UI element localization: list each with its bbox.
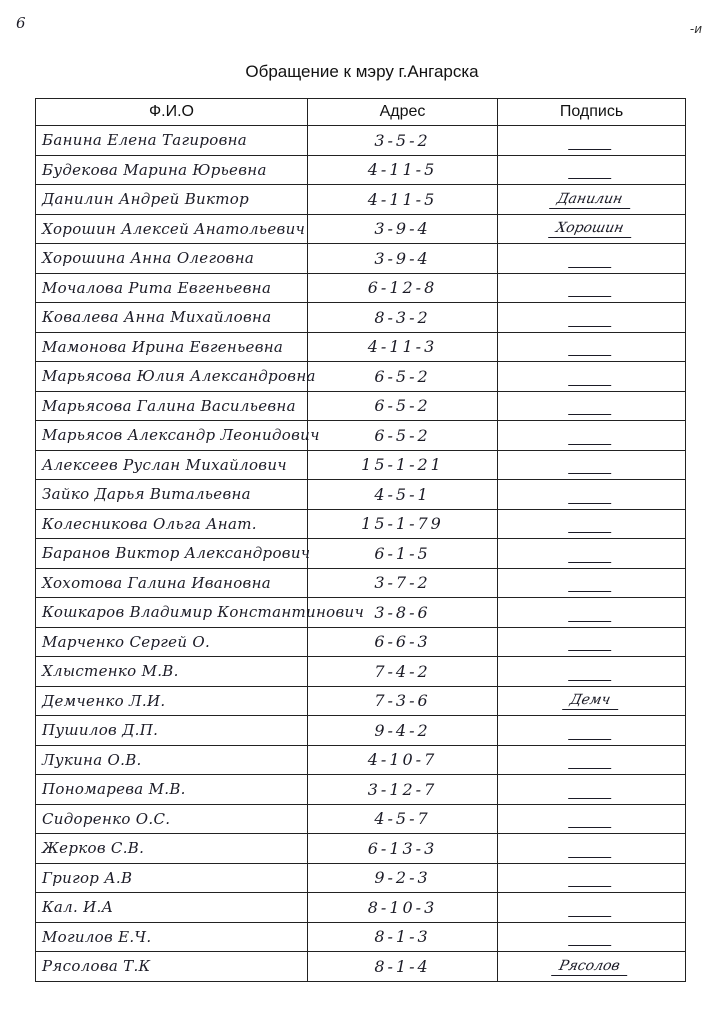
- signer-address: 3-9-4: [308, 244, 498, 274]
- signer-address: 4-11-5: [308, 185, 498, 215]
- signer-address: 6-5-2: [308, 391, 498, 421]
- signature-mark: [568, 456, 615, 474]
- signature-mark: [568, 545, 615, 563]
- signature-cell: [498, 568, 686, 598]
- table-row: [36, 303, 686, 333]
- header-address: Адрес: [308, 99, 498, 126]
- page-title: Обращение к мэру г.Ангарска: [245, 62, 479, 81]
- signer-address: 3-12-7: [308, 775, 498, 805]
- signer-name: Пушилов Д.П.: [36, 716, 308, 746]
- table-row: [36, 480, 686, 510]
- signature-mark: [568, 279, 615, 297]
- signature-mark: [568, 633, 615, 651]
- signature-mark: Данилин: [549, 191, 634, 209]
- signature-cell: [498, 834, 686, 864]
- signature-mark: Рясолов: [551, 958, 631, 976]
- table-row: [36, 214, 686, 244]
- signature-cell: [498, 450, 686, 480]
- signer-name: Зайко Дарья Витальевна: [36, 480, 308, 510]
- signature-cell: [498, 952, 686, 982]
- signature-cell: [498, 155, 686, 185]
- signer-address: 9-2-3: [308, 863, 498, 893]
- signature-mark: [568, 574, 615, 592]
- signature-cell: [498, 686, 686, 716]
- signer-name: Колесникова Ольга Анат.: [36, 509, 308, 539]
- signer-address: 7-4-2: [308, 657, 498, 687]
- signature-mark: [568, 810, 615, 828]
- signer-name: Сидоренко О.С.: [36, 804, 308, 834]
- signer-name: Рясолова Т.К: [36, 952, 308, 982]
- signature-cell: [498, 716, 686, 746]
- signature-mark: [568, 899, 615, 917]
- table-row: [36, 657, 686, 687]
- header-name: Ф.И.О: [36, 99, 308, 126]
- signer-name: Марьясова Галина Васильевна: [36, 391, 308, 421]
- signature-mark: [568, 486, 615, 504]
- table-row: [36, 450, 686, 480]
- signer-address: 3-7-2: [308, 568, 498, 598]
- signer-address: 15-1-21: [308, 450, 498, 480]
- signer-address: 3-9-4: [308, 214, 498, 244]
- signer-name: Баранов Виктор Александрович: [36, 539, 308, 569]
- signature-cell: [498, 303, 686, 333]
- signer-name: Могилов Е.Ч.: [36, 922, 308, 952]
- signature-mark: [568, 663, 615, 681]
- signer-address: 6-1-5: [308, 539, 498, 569]
- signer-name: Хлыстенко М.В.: [36, 657, 308, 687]
- signer-address: 3-8-6: [308, 598, 498, 628]
- signature-mark: [568, 515, 615, 533]
- table-row: [36, 627, 686, 657]
- table-header-row: [36, 99, 686, 126]
- table-row: [36, 362, 686, 392]
- signature-cell: [498, 509, 686, 539]
- table-row: [36, 952, 686, 982]
- signer-address: 4-5-1: [308, 480, 498, 510]
- signer-name: Жерков С.В.: [36, 834, 308, 864]
- signature-cell: [498, 332, 686, 362]
- signature-mark: [568, 840, 615, 858]
- signer-name: Кал. И.А: [36, 893, 308, 923]
- signer-name: Лукина О.В.: [36, 745, 308, 775]
- signature-mark: [568, 427, 615, 445]
- signature-cell: [498, 804, 686, 834]
- table-row: [36, 568, 686, 598]
- table-row: [36, 598, 686, 628]
- signature-cell: [498, 598, 686, 628]
- signature-cell: [498, 863, 686, 893]
- table-row: [36, 421, 686, 451]
- signer-name: Банина Елена Тагировна: [36, 126, 308, 156]
- signer-name: Кошкаров Владимир Константинович: [36, 598, 308, 628]
- corner-mark: -и: [689, 22, 702, 36]
- signer-name: Демченко Л.И.: [36, 686, 308, 716]
- signer-address: 8-10-3: [308, 893, 498, 923]
- signature-cell: [498, 391, 686, 421]
- signature-mark: [568, 928, 615, 946]
- signature-cell: [498, 273, 686, 303]
- signer-name: Мочалова Рита Евгеньевна: [36, 273, 308, 303]
- signer-address: 6-12-8: [308, 273, 498, 303]
- signature-cell: [498, 362, 686, 392]
- table-row: [36, 273, 686, 303]
- signature-mark: [568, 250, 615, 268]
- table-row: [36, 686, 686, 716]
- signature-cell: [498, 214, 686, 244]
- signature-cell: [498, 421, 686, 451]
- signer-address: 8-1-3: [308, 922, 498, 952]
- signer-name: Данилин Андрей Виктор: [36, 185, 308, 215]
- signer-address: 7-3-6: [308, 686, 498, 716]
- table-row: [36, 244, 686, 274]
- signer-address: 8-3-2: [308, 303, 498, 333]
- table-row: [36, 126, 686, 156]
- signer-name: Ковалева Анна Михайловна: [36, 303, 308, 333]
- signature-mark: [568, 368, 615, 386]
- signer-address: 9-4-2: [308, 716, 498, 746]
- table-row: [36, 716, 686, 746]
- signer-name: Григор А.В: [36, 863, 308, 893]
- signer-address: 4-5-7: [308, 804, 498, 834]
- table-row: [36, 775, 686, 805]
- signature-cell: [498, 893, 686, 923]
- signer-name: Марьясова Юлия Александровна: [36, 362, 308, 392]
- signer-address: 6-13-3: [308, 834, 498, 864]
- signature-mark: Демч: [562, 692, 622, 710]
- signature-cell: [498, 126, 686, 156]
- signature-mark: [568, 869, 615, 887]
- signer-name: Марьясов Александр Леонидович: [36, 421, 308, 451]
- signature-cell: [498, 627, 686, 657]
- signer-name: Хорошина Анна Олеговна: [36, 244, 308, 274]
- signature-mark: [568, 722, 615, 740]
- table-row: [36, 509, 686, 539]
- table-row: [36, 804, 686, 834]
- signature-mark: [568, 161, 615, 179]
- signer-name: Пономарева М.В.: [36, 775, 308, 805]
- signature-mark: [568, 338, 615, 356]
- table-row: [36, 893, 686, 923]
- signature-cell: [498, 244, 686, 274]
- signer-address: 15-1-79: [308, 509, 498, 539]
- signature-cell: [498, 745, 686, 775]
- signature-cell: [498, 539, 686, 569]
- signer-address: 4-11-5: [308, 155, 498, 185]
- signer-address: 6-5-2: [308, 421, 498, 451]
- table-row: [36, 922, 686, 952]
- signer-address: 4-11-3: [308, 332, 498, 362]
- petition-table: [35, 98, 686, 982]
- signature-mark: [568, 604, 615, 622]
- signature-cell: [498, 657, 686, 687]
- signature-mark: [568, 781, 615, 799]
- signer-name: Мамонова Ирина Евгеньевна: [36, 332, 308, 362]
- table-row: [36, 745, 686, 775]
- table-row: [36, 185, 686, 215]
- signer-address: 4-10-7: [308, 745, 498, 775]
- signature-mark: [568, 751, 615, 769]
- signature-mark: [568, 132, 615, 150]
- page-number: 6: [16, 14, 26, 32]
- signer-address: 3-5-2: [308, 126, 498, 156]
- signer-address: 6-5-2: [308, 362, 498, 392]
- signer-name: Марченко Сергей О.: [36, 627, 308, 657]
- signer-name: Будекова Марина Юрьевна: [36, 155, 308, 185]
- table-row: [36, 332, 686, 362]
- signature-mark: Хорошин: [548, 220, 635, 238]
- signature-mark: [568, 397, 615, 415]
- signature-cell: [498, 480, 686, 510]
- table-body: [36, 126, 686, 982]
- table-row: [36, 155, 686, 185]
- signer-address: 8-1-4: [308, 952, 498, 982]
- signer-name: Хохотова Галина Ивановна: [36, 568, 308, 598]
- signature-cell: [498, 922, 686, 952]
- table-row: [36, 391, 686, 421]
- signer-name: Алексеев Руслан Михайлович: [36, 450, 308, 480]
- signer-name: Хорошин Алексей Анатольевич: [36, 214, 308, 244]
- table-row: [36, 834, 686, 864]
- signature-mark: [568, 309, 615, 327]
- signature-cell: [498, 775, 686, 805]
- signer-address: 6-6-3: [308, 627, 498, 657]
- signature-cell: [498, 185, 686, 215]
- table-row: [36, 539, 686, 569]
- table-row: [36, 863, 686, 893]
- header-signature: Подпись: [498, 99, 686, 126]
